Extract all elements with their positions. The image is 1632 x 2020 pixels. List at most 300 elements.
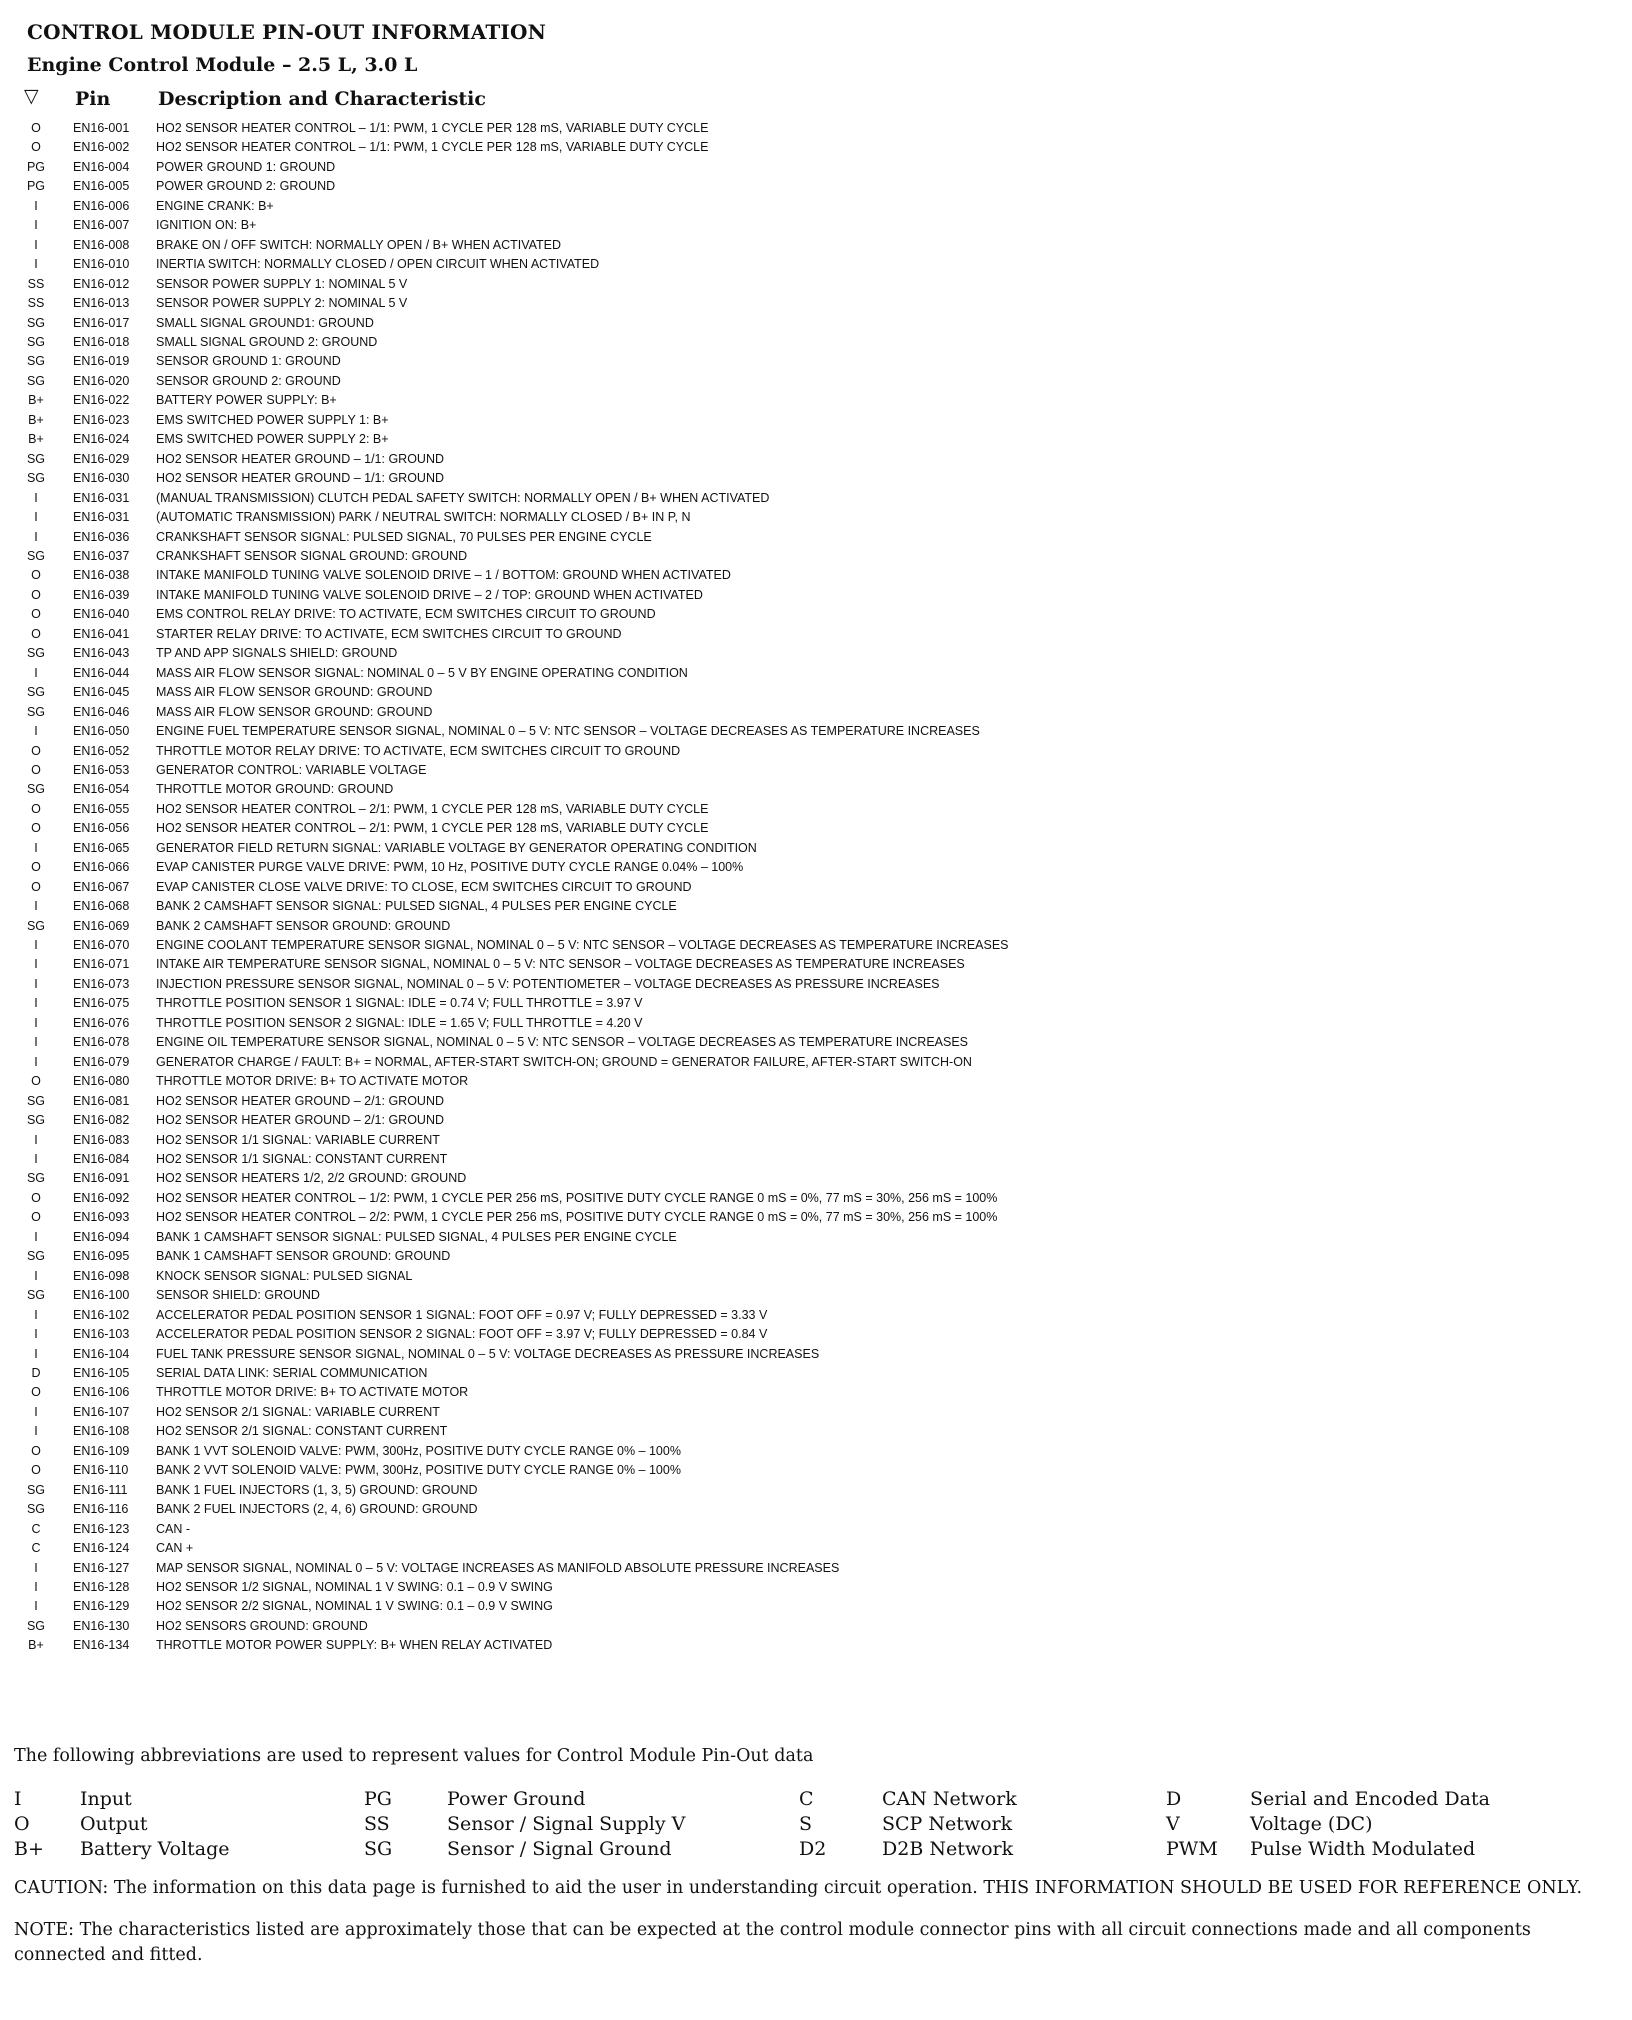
pin-number: EN16-070 (73, 938, 130, 953)
table-row (18, 994, 1318, 1013)
table-row (18, 372, 1318, 391)
pin-number: EN16-075 (73, 996, 130, 1011)
pin-description: INTAKE MANIFOLD TUNING VALVE SOLENOID DRIVE – 2 / TOP: GROUND WHEN ACTIVATED (156, 587, 703, 602)
pin-number: EN16-076 (73, 1015, 130, 1030)
page-title: CONTROL MODULE PIN-OUT INFORMATION (27, 20, 547, 44)
pin-number: EN16-004 (73, 159, 130, 174)
pin-number: EN16-123 (73, 1521, 130, 1536)
pin-type: O (31, 762, 41, 777)
table-row (18, 236, 1318, 255)
pin-type: B+ (28, 412, 44, 427)
pin-type: SG (26, 471, 46, 486)
pin-description: HO2 SENSOR HEATER GROUND – 2/1: GROUND (156, 1093, 445, 1108)
table-row (18, 469, 1318, 488)
pin-description: BANK 2 CAMSHAFT SENSOR GROUND: GROUND (156, 918, 451, 933)
pin-type: O (31, 626, 41, 641)
pin-number: EN16-134 (73, 1638, 130, 1653)
table-row (18, 158, 1318, 177)
pin-number: EN16-007 (73, 218, 130, 233)
table-row (18, 955, 1318, 974)
legend-item (1166, 1837, 1606, 1862)
table-row (18, 819, 1318, 838)
pin-description: THROTTLE MOTOR RELAY DRIVE: TO ACTIVATE, ECM SWITCHES CIRCUIT TO GROUND (156, 743, 681, 758)
table-row (18, 1306, 1318, 1325)
table-row (18, 1442, 1318, 1461)
pin-number: EN16-110 (73, 1463, 129, 1478)
pin-type: I (34, 724, 38, 739)
pin-type: I (34, 1054, 38, 1069)
pin-number: EN16-116 (73, 1502, 129, 1517)
pin-type: O (31, 879, 41, 894)
pin-type: C (31, 1521, 41, 1536)
table-row (18, 197, 1318, 216)
pin-number: EN16-106 (73, 1385, 130, 1400)
pin-description: BANK 1 VVT SOLENOID VALVE: PWM, 300Hz, POSITIVE DUTY CYCLE RANGE 0% – 100% (156, 1443, 681, 1458)
pin-type: I (34, 976, 38, 991)
pin-number: EN16-041 (73, 626, 130, 641)
pin-description: SMALL SIGNAL GROUND 2: GROUND (156, 334, 378, 349)
pin-type: O (31, 743, 41, 758)
pin-number: EN16-046 (73, 704, 130, 719)
pin-number: EN16-012 (73, 276, 130, 291)
pin-description: THROTTLE MOTOR DRIVE: B+ TO ACTIVATE MOTOR (156, 1074, 469, 1089)
table-row (18, 1481, 1318, 1500)
table-row (18, 1597, 1318, 1616)
table-row (18, 1403, 1318, 1422)
table-row (18, 1325, 1318, 1344)
pin-description: MASS AIR FLOW SENSOR GROUND: GROUND (156, 685, 433, 700)
abbreviations-legend (0, 1787, 1632, 1867)
pin-type: SG (26, 1249, 46, 1264)
pin-description: SENSOR POWER SUPPLY 1: NOMINAL 5 V (156, 276, 408, 291)
pin-description: BANK 2 FUEL INJECTORS (2, 4, 6) GROUND: GROUND (156, 1502, 478, 1517)
pin-type: I (34, 218, 38, 233)
pin-number: EN16-073 (73, 976, 130, 991)
table-row (18, 897, 1318, 916)
pin-description: HO2 SENSOR 2/1 SIGNAL: CONSTANT CURRENT (156, 1424, 448, 1439)
pin-description: ENGINE COOLANT TEMPERATURE SENSOR SIGNAL, NOMINAL 0 – 5 V: NTC SENSOR – VOLTAGE DECREASES AS TEMPERATURE INCREASES (156, 938, 1009, 953)
pin-type: SG (26, 646, 46, 661)
pin-description: SMALL SIGNAL GROUND1: GROUND (156, 315, 374, 330)
legend-meaning: Power Ground (447, 1788, 586, 1810)
pin-description: CRANKSHAFT SENSOR SIGNAL: PULSED SIGNAL, 70 PULSES PER ENGINE CYCLE (156, 529, 652, 544)
pin-type: I (34, 1560, 38, 1575)
pin-type: I (34, 1152, 38, 1167)
table-row (18, 1636, 1318, 1655)
pin-description: CRANKSHAFT SENSOR SIGNAL GROUND: GROUND (156, 548, 468, 563)
pin-type: O (31, 568, 41, 583)
table-row (18, 936, 1318, 955)
pin-description: POWER GROUND 2: GROUND (156, 179, 336, 194)
pin-type: SG (26, 451, 46, 466)
pin-description: (MANUAL TRANSMISSION) CLUTCH PEDAL SAFETY SWITCH: NORMALLY OPEN / B+ WHEN ACTIVATED (156, 490, 770, 505)
pin-description: SERIAL DATA LINK: SERIAL COMMUNICATION (156, 1366, 428, 1380)
pin-type: O (31, 1074, 41, 1089)
pin-type: SS (27, 276, 45, 291)
pin-description: EMS SWITCHED POWER SUPPLY 1: B+ (156, 412, 389, 427)
pin-description: BRAKE ON / OFF SWITCH: NORMALLY OPEN / B+ WHEN ACTIVATED (156, 237, 562, 252)
pin-type: O (31, 1463, 41, 1478)
legend-code: SG (364, 1838, 393, 1860)
table-row (18, 1364, 1318, 1383)
legend-code: S (799, 1813, 813, 1835)
pin-type: O (31, 821, 41, 836)
table-row (18, 528, 1318, 547)
pin-type: D (31, 1366, 41, 1380)
pin-description: HO2 SENSOR HEATERS 1/2, 2/2 GROUND: GROUND (156, 1171, 467, 1186)
pin-description: SENSOR GROUND 1: GROUND (156, 354, 341, 369)
pin-number: EN16-045 (73, 685, 130, 700)
legend-meaning: SCP Network (882, 1813, 1013, 1835)
pin-number: EN16-104 (73, 1346, 130, 1361)
pin-description: HO2 SENSOR HEATER CONTROL – 1/2: PWM, 1 CYCLE PER 256 mS, POSITIVE DUTY CYCLE RANGE 0 mS = 0%, 77 mS = 30%, 256 mS = 100% (156, 1190, 998, 1205)
pin-number: EN16-071 (73, 957, 130, 972)
pin-number: EN16-078 (73, 1035, 130, 1050)
table-row (18, 1383, 1318, 1402)
pin-description: HO2 SENSOR 1/2 SIGNAL, NOMINAL 1 V SWING: 0.1 – 0.9 V SWING (156, 1579, 553, 1594)
pin-type: I (34, 899, 38, 914)
pin-number: EN16-083 (73, 1132, 130, 1147)
pin-description: HO2 SENSOR 2/1 SIGNAL: VARIABLE CURRENT (156, 1404, 440, 1419)
pin-description: GENERATOR FIELD RETURN SIGNAL: VARIABLE VOLTAGE BY GENERATOR OPERATING CONDITION (156, 840, 757, 855)
pin-number: EN16-039 (73, 587, 130, 602)
pin-number: EN16-019 (73, 354, 130, 369)
table-row (18, 138, 1318, 157)
pin-type: O (31, 860, 41, 875)
pin-number: EN16-038 (73, 568, 130, 583)
pin-type: I (34, 1015, 38, 1030)
pin-type: I (34, 1035, 38, 1050)
pin-number: EN16-020 (73, 373, 130, 388)
table-row (18, 742, 1318, 761)
pin-description: BANK 2 VVT SOLENOID VALVE: PWM, 300Hz, POSITIVE DUTY CYCLE RANGE 0% – 100% (156, 1463, 681, 1478)
pin-description: KNOCK SENSOR SIGNAL: PULSED SIGNAL (156, 1268, 413, 1283)
table-row (18, 1169, 1318, 1188)
legend-meaning: D2B Network (882, 1838, 1014, 1860)
pin-type: I (34, 1424, 38, 1439)
pin-number: EN16-050 (73, 724, 130, 739)
pin-number: EN16-108 (73, 1424, 130, 1439)
pin-number: EN16-067 (73, 879, 130, 894)
table-row (18, 703, 1318, 722)
pin-description: HO2 SENSOR HEATER CONTROL – 1/1: PWM, 1 CYCLE PER 128 mS, VARIABLE DUTY CYCLE (156, 121, 709, 135)
pin-type: I (34, 1307, 38, 1322)
pin-number: EN16-030 (73, 471, 130, 486)
legend-code: C (799, 1788, 814, 1810)
page-subtitle: Engine Control Module – 2.5 L, 3.0 L (27, 54, 418, 76)
pin-description: INJECTION PRESSURE SENSOR SIGNAL, NOMINAL 0 – 5 V: POTENTIOMETER – VOLTAGE DECREASES AS PRESSURE INCREASES (156, 976, 940, 991)
legend-meaning: Voltage (DC) (1250, 1813, 1373, 1835)
table-row (18, 975, 1318, 994)
pin-type: O (31, 140, 41, 155)
table-row (18, 625, 1318, 644)
pin-number: EN16-036 (73, 529, 130, 544)
pin-description: HO2 SENSOR HEATER GROUND – 1/1: GROUND (156, 471, 445, 486)
pin-type: SG (26, 704, 46, 719)
pin-number: EN16-040 (73, 607, 130, 622)
legend-item (364, 1787, 804, 1812)
abbreviations-intro: The following abbreviations are used to represent values for Control Module Pin-Out data (14, 1746, 814, 1766)
pin-description: BANK 1 FUEL INJECTORS (1, 3, 5) GROUND: GROUND (156, 1482, 478, 1497)
pin-description: ACCELERATOR PEDAL POSITION SENSOR 1 SIGNAL: FOOT OFF = 0.97 V; FULLY DEPRESSED = 3.33 V (156, 1307, 768, 1322)
pin-description: HO2 SENSOR 2/2 SIGNAL, NOMINAL 1 V SWING: 0.1 – 0.9 V SWING (156, 1599, 553, 1614)
pin-description: EMS SWITCHED POWER SUPPLY 2: B+ (156, 432, 389, 447)
pin-description: HO2 SENSOR HEATER CONTROL – 2/1: PWM, 1 CYCLE PER 128 mS, VARIABLE DUTY CYCLE (156, 821, 709, 836)
legend-code: D2 (799, 1838, 827, 1860)
table-row (18, 1053, 1318, 1072)
note-text: NOTE: The characteristics listed are approximately those that can be expected at the control module connector pins with all circuit connections made and all components connected and fitted. (14, 1920, 1531, 1965)
pin-number: EN16-105 (73, 1366, 130, 1380)
pin-type: SG (26, 1482, 46, 1497)
legend-code: PG (364, 1788, 392, 1810)
pin-number: EN16-068 (73, 899, 130, 914)
pin-type: PG (26, 159, 46, 174)
table-row (18, 1072, 1318, 1091)
legend-code: I (14, 1788, 22, 1810)
pin-description: BANK 2 CAMSHAFT SENSOR SIGNAL: PULSED SIGNAL, 4 PULSES PER ENGINE CYCLE (156, 899, 677, 914)
pin-type: SG (26, 1113, 46, 1128)
pin-number: EN16-084 (73, 1152, 130, 1167)
table-row (18, 1286, 1318, 1305)
legend-item (1166, 1787, 1606, 1812)
pin-type: I (34, 957, 38, 972)
table-row (18, 1150, 1318, 1169)
pin-number: EN16-066 (73, 860, 130, 875)
pin-type: I (34, 840, 38, 855)
table-row (18, 547, 1318, 566)
pin-number: EN16-052 (73, 743, 130, 758)
pin-type: I (34, 1404, 38, 1419)
table-row (18, 333, 1318, 352)
table-row (18, 1617, 1318, 1636)
pin-description: MASS AIR FLOW SENSOR SIGNAL: NOMINAL 0 – 5 V BY ENGINE OPERATING CONDITION (156, 665, 688, 680)
pin-type: O (31, 1210, 41, 1225)
pin-number: EN16-102 (73, 1307, 130, 1322)
pin-description: EVAP CANISTER PURGE VALVE DRIVE: PWM, 10 Hz, POSITIVE DUTY CYCLE RANGE 0.04% – 100% (156, 860, 744, 875)
pin-number: EN16-005 (73, 179, 130, 194)
table-row (18, 177, 1318, 196)
table-row (18, 1422, 1318, 1441)
pin-number: EN16-094 (73, 1229, 130, 1244)
pin-number: EN16-031 (73, 510, 130, 525)
pin-number: EN16-069 (73, 918, 130, 933)
legend-meaning: CAN Network (882, 1788, 1017, 1810)
pin-type: SG (26, 1502, 46, 1517)
pin-number: EN16-008 (73, 237, 130, 252)
legend-code: V (1166, 1813, 1180, 1835)
pin-number: EN16-013 (73, 296, 130, 311)
pin-type: I (34, 510, 38, 525)
table-row (18, 858, 1318, 877)
pin-type: I (34, 1132, 38, 1147)
table-row (18, 1267, 1318, 1286)
pin-type: B+ (28, 432, 44, 447)
pin-description: ENGINE CRANK: B+ (156, 198, 274, 213)
pin-type: O (31, 1385, 41, 1400)
pin-number: EN16-092 (73, 1190, 130, 1205)
pin-number: EN16-065 (73, 840, 130, 855)
pin-description: BANK 1 CAMSHAFT SENSOR SIGNAL: PULSED SIGNAL, 4 PULSES PER ENGINE CYCLE (156, 1229, 677, 1244)
legend-meaning: Pulse Width Modulated (1250, 1838, 1476, 1860)
table-row (18, 780, 1318, 799)
legend-code: PWM (1166, 1838, 1218, 1860)
pin-type: PG (26, 179, 46, 194)
table-row (18, 1189, 1318, 1208)
pin-description: CAN + (156, 1541, 194, 1556)
pin-type: O (31, 801, 41, 816)
table-row (18, 1014, 1318, 1033)
pin-type: SG (26, 1171, 46, 1186)
legend-meaning: Input (80, 1788, 132, 1810)
pin-description: (AUTOMATIC TRANSMISSION) PARK / NEUTRAL SWITCH: NORMALLY CLOSED / B+ IN P, N (156, 510, 691, 525)
table-row (18, 411, 1318, 430)
pin-description: THROTTLE MOTOR POWER SUPPLY: B+ WHEN RELAY ACTIVATED (156, 1638, 553, 1653)
pin-number: EN16-109 (73, 1443, 130, 1458)
pin-type: I (34, 1229, 38, 1244)
pin-description: HO2 SENSOR HEATER GROUND – 1/1: GROUND (156, 451, 445, 466)
table-row (18, 1539, 1318, 1558)
pin-number: EN16-100 (73, 1288, 130, 1303)
legend-item (364, 1812, 804, 1837)
pin-description: THROTTLE MOTOR DRIVE: B+ TO ACTIVATE MOTOR (156, 1385, 469, 1400)
pin-type: B+ (28, 393, 44, 408)
pin-description: HO2 SENSOR HEATER CONTROL – 2/2: PWM, 1 CYCLE PER 256 mS, POSITIVE DUTY CYCLE RANGE 0 mS = 0%, 77 mS = 30%, 256 mS = 100% (156, 1210, 998, 1225)
pin-number: EN16-029 (73, 451, 130, 466)
pin-type: O (31, 1443, 41, 1458)
pin-description: HO2 SENSOR HEATER CONTROL – 1/1: PWM, 1 CYCLE PER 128 mS, VARIABLE DUTY CYCLE (156, 140, 709, 155)
pin-type: SS (27, 296, 45, 311)
pin-type: I (34, 1579, 38, 1594)
legend-meaning: Output (80, 1813, 148, 1835)
pin-description: FUEL TANK PRESSURE SENSOR SIGNAL, NOMINAL 0 – 5 V: VOLTAGE DECREASES AS PRESSURE INCREASES (156, 1346, 820, 1361)
pin-type: O (31, 607, 41, 622)
pin-type: I (34, 529, 38, 544)
table-row (18, 489, 1318, 508)
pin-number: EN16-031 (73, 490, 130, 505)
pin-number: EN16-128 (73, 1579, 130, 1594)
table-row (18, 450, 1318, 469)
table-row (18, 508, 1318, 527)
pin-type: O (31, 587, 41, 602)
table-row (18, 566, 1318, 585)
table-header (24, 85, 1124, 114)
pin-number: EN16-022 (73, 393, 130, 408)
legend-code: B+ (14, 1838, 44, 1860)
pin-type: SG (26, 782, 46, 797)
pin-type: I (34, 1268, 38, 1283)
pin-number: EN16-002 (73, 140, 130, 155)
table-row (18, 644, 1318, 663)
pin-number: EN16-024 (73, 432, 130, 447)
table-row (18, 722, 1318, 741)
pin-type: I (34, 198, 38, 213)
table-row (18, 1228, 1318, 1247)
table-row (18, 1520, 1318, 1539)
table-row (18, 605, 1318, 624)
pin-description: POWER GROUND 1: GROUND (156, 159, 336, 174)
table-row (18, 839, 1318, 858)
table-row (18, 1033, 1318, 1052)
pin-description: CAN - (156, 1521, 191, 1536)
description-column-header: Description and Characteristic (158, 88, 486, 110)
pin-number: EN16-037 (73, 548, 130, 563)
pin-number: EN16-098 (73, 1268, 130, 1283)
pin-description: MAP SENSOR SIGNAL, NOMINAL 0 – 5 V: VOLTAGE INCREASES AS MANIFOLD ABSOLUTE PRESSURE INCREASES (156, 1560, 840, 1575)
pin-description: EVAP CANISTER CLOSE VALVE DRIVE: TO CLOSE, ECM SWITCHES CIRCUIT TO GROUND (156, 879, 692, 894)
pin-description: ENGINE FUEL TEMPERATURE SENSOR SIGNAL, NOMINAL 0 – 5 V: NTC SENSOR – VOLTAGE DECREASES AS TEMPERATURE INCREASES (156, 724, 980, 739)
pin-number: EN16-129 (73, 1599, 130, 1614)
pin-description: SENSOR SHIELD: GROUND (156, 1288, 320, 1303)
pin-description: HO2 SENSOR 1/1 SIGNAL: CONSTANT CURRENT (156, 1152, 448, 1167)
table-row (18, 761, 1318, 780)
pin-number: EN16-111 (73, 1482, 128, 1497)
legend-meaning: Battery Voltage (80, 1838, 230, 1860)
pin-number: EN16-054 (73, 782, 130, 797)
pin-number: EN16-044 (73, 665, 130, 680)
pin-number: EN16-023 (73, 412, 130, 427)
pin-description: TP AND APP SIGNALS SHIELD: GROUND (156, 646, 398, 661)
pin-number: EN16-080 (73, 1074, 130, 1089)
pin-type: O (31, 1190, 41, 1205)
pin-type: SG (26, 315, 46, 330)
legend-code: D (1166, 1788, 1182, 1810)
pin-number: EN16-001 (73, 121, 130, 135)
pin-type: SG (26, 1093, 46, 1108)
legend-code: SS (364, 1813, 390, 1835)
pin-number: EN16-127 (73, 1560, 130, 1575)
pin-type: I (34, 257, 38, 272)
pin-number: EN16-081 (73, 1093, 130, 1108)
table-row (18, 1247, 1318, 1266)
pin-column-header: Pin (75, 88, 111, 110)
pin-description: INERTIA SWITCH: NORMALLY CLOSED / OPEN CIRCUIT WHEN ACTIVATED (156, 257, 600, 272)
pin-description: GENERATOR CONTROL: VARIABLE VOLTAGE (156, 762, 427, 777)
legend-item (364, 1837, 804, 1862)
legend-code: O (14, 1813, 30, 1835)
table-row (18, 800, 1318, 819)
type-column-header: ▽ (24, 85, 39, 107)
pin-type: SG (26, 685, 46, 700)
pin-type: SG (26, 918, 46, 933)
legend-meaning: Sensor / Signal Supply V (447, 1813, 686, 1835)
table-row (18, 391, 1318, 410)
pin-number: EN16-079 (73, 1054, 130, 1069)
pin-description: ACCELERATOR PEDAL POSITION SENSOR 2 SIGNAL: FOOT OFF = 3.97 V; FULLY DEPRESSED = 0.84 V (156, 1327, 768, 1342)
pin-number: EN16-018 (73, 334, 130, 349)
pin-number: EN16-091 (73, 1171, 130, 1186)
pin-number: EN16-124 (73, 1541, 130, 1556)
table-row (18, 352, 1318, 371)
table-row (18, 1578, 1318, 1597)
pin-number: EN16-006 (73, 198, 130, 213)
pin-description: BATTERY POWER SUPPLY: B+ (156, 393, 337, 408)
pin-type: I (34, 665, 38, 680)
table-row (18, 119, 1318, 138)
table-row (18, 1111, 1318, 1130)
pin-description: INTAKE AIR TEMPERATURE SENSOR SIGNAL, NOMINAL 0 – 5 V: NTC SENSOR – VOLTAGE DECREASES AS TEMPERATURE INCREASES (156, 957, 965, 972)
pin-number: EN16-055 (73, 801, 130, 816)
pin-description: GENERATOR CHARGE / FAULT: B+ = NORMAL, AFTER-START SWITCH-ON; GROUND = GENERATOR FAILURE, AFTER-START SWITCH-ON (156, 1054, 972, 1069)
pin-number: EN16-103 (73, 1327, 130, 1342)
pin-description: HO2 SENSOR HEATER CONTROL – 2/1: PWM, 1 CYCLE PER 128 mS, VARIABLE DUTY CYCLE (156, 801, 709, 816)
table-row (18, 1092, 1318, 1111)
pin-type: I (34, 1599, 38, 1614)
pin-description: THROTTLE POSITION SENSOR 1 SIGNAL: IDLE = 0.74 V; FULL THROTTLE = 3.97 V (156, 996, 643, 1011)
table-row (18, 664, 1318, 683)
pin-description: ENGINE OIL TEMPERATURE SENSOR SIGNAL, NOMINAL 0 – 5 V: NTC SENSOR – VOLTAGE DECREASES AS TEMPERATURE INCREASES (156, 1035, 968, 1050)
pin-type: B+ (28, 1638, 44, 1653)
pin-type: SG (26, 334, 46, 349)
